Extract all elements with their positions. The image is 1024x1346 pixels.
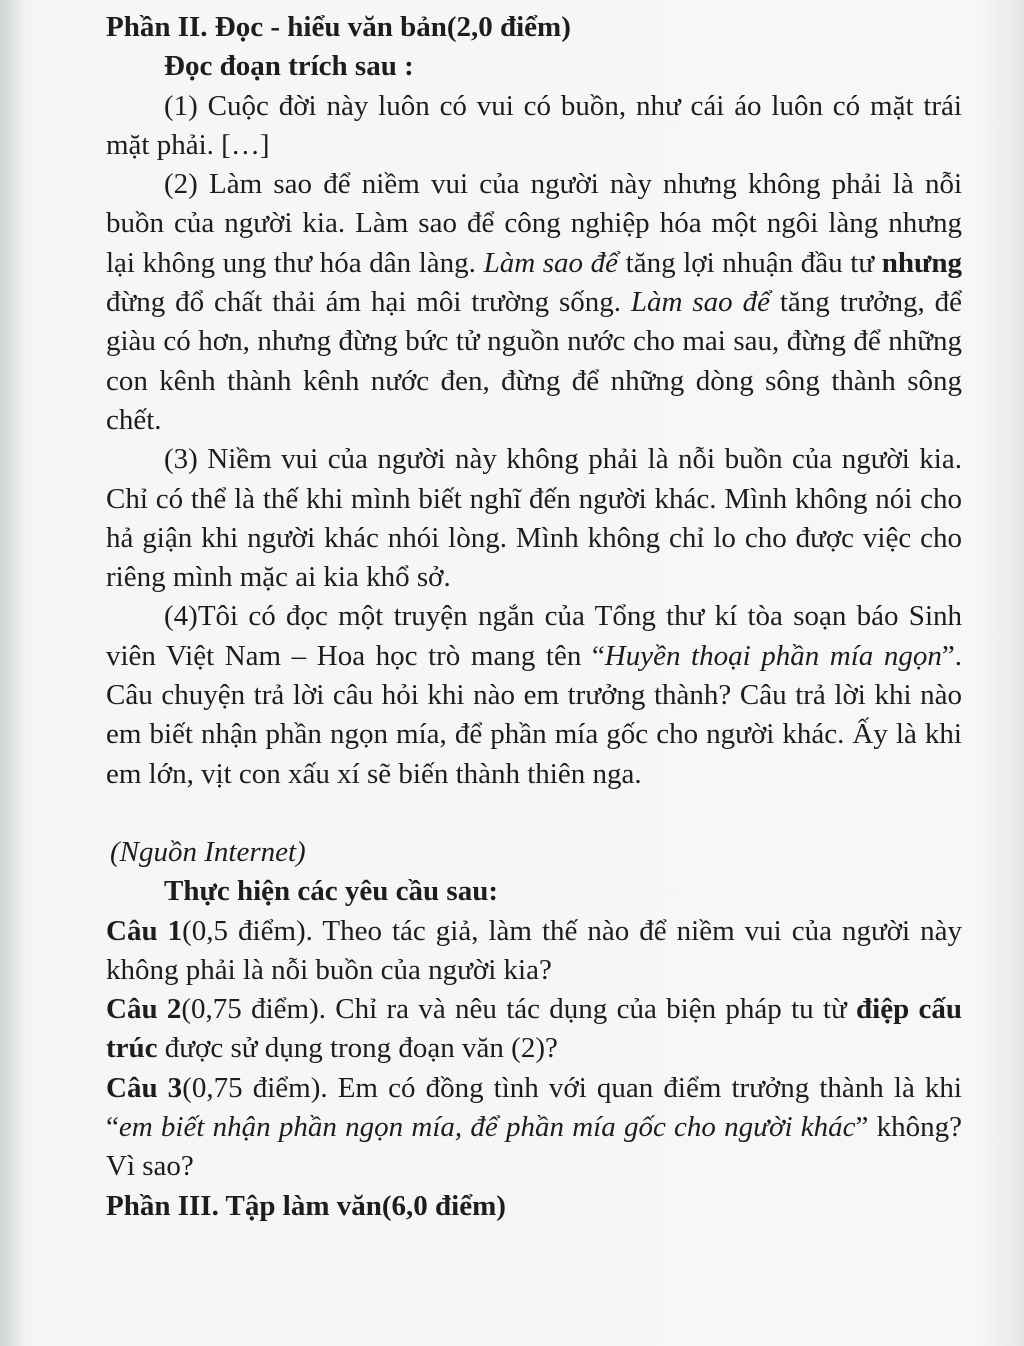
p4-text-c: ”. Câu chuyện trả lời câu hỏi khi nào em trưởng thành? Câu trả lời khi nào em biết nhận phần ngọn mía, để phần mía gốc cho người khác. Ấy là khi em lớn, vịt con xấu xí sẽ biến thành thiên nga. (106, 639, 962, 790)
read-instruction: Đọc đoạn trích sau : (164, 50, 414, 83)
question-3 (106, 1069, 962, 1187)
q2-label: Câu 2 (106, 993, 182, 1026)
p2-text-a: (2) Làm sao để niềm vui của người này nhưng không phải là nỗi buồn của người kia. Làm sao để công nghiệp hóa một ngôi làng nhưng lại không ung thư hóa dân làng. (106, 168, 962, 279)
source-note: (Nguồn Internet) (110, 835, 306, 868)
p2-text-c: tăng lợi nhuận đầu tư (618, 246, 882, 279)
q2-text-b: được sử dụng trong đoạn văn (2)? (157, 1032, 558, 1065)
q3-label: Câu 3 (106, 1071, 183, 1104)
page-edge-shadow (0, 0, 22, 1346)
excerpt-paragraph-1: (1) Cuộc đời này luôn có vui có buồn, như cái áo luôn có mặt trái mặt phải. […] (106, 89, 962, 161)
excerpt-paragraph-4 (106, 597, 962, 793)
q3-text-b: ” không? Vì sao? (106, 1111, 962, 1183)
spacer (106, 794, 962, 833)
q1-text: (0,5 điểm). Theo tác giả, làm thế nào để niềm vui của người này không phải là nỗi buồn của người kia? (106, 914, 962, 986)
q1-label: Câu 1 (106, 914, 183, 947)
tasks-heading: Thực hiện các yêu cầu sau: (164, 875, 498, 908)
question-1 (106, 912, 962, 991)
p2-text-e: đừng đổ chất thải ám hại môi trường sống. (106, 286, 631, 319)
question-2 (106, 990, 962, 1069)
p2-italic-1: Làm sao để (483, 246, 619, 279)
document-body (106, 8, 962, 1226)
q3-text-a: (0,75 điểm). Em có đồng tình với quan điểm trưởng thành là khi “ (106, 1071, 962, 1144)
part2-title: Phần II. Đọc - hiểu văn bản(2,0 điểm) (106, 11, 571, 43)
p2-bold: nhưng (881, 246, 962, 279)
excerpt-paragraph-2 (106, 165, 962, 440)
p2-italic-2: Làm sao để (630, 286, 770, 319)
p2-text-g: tăng trưởng, để giàu có hơn, nhưng đừng bức tử nguồn nước cho mai sau, đừng để những con kênh thành kênh nước đen, đừng để những dòng sông thành sông chết. (106, 286, 962, 436)
q2-text-a: (0,75 điểm). Chỉ ra và nêu tác dụng của biện pháp tu từ (181, 993, 857, 1026)
excerpt-paragraph-3: (3) Niềm vui của người này không phải là nỗi buồn của người kia. Chỉ có thể là thế khi mình biết nghĩ đến người khác. Mình không nói cho hả giận khi người khác nhói lòng. Mình không chỉ lo cho được việc cho riêng mình mặc ai kia khổ sở. (106, 443, 962, 594)
p4-story-title: Huyền thoại phần mía ngọn (604, 639, 942, 672)
q2-bold-term: điệp cấu trúc (106, 993, 963, 1065)
p4-text-a: (4)Tôi có đọc một truyện ngắn của Tổng thư kí tòa soạn báo Sinh viên Việt Nam – Hoa học trò mang tên “ (106, 600, 962, 672)
part3-title: Phần III. Tập làm văn(6,0 điểm) (106, 1189, 506, 1222)
q3-quote: em biết nhận phần ngọn mía, để phần mía gốc cho người khác (118, 1111, 856, 1144)
